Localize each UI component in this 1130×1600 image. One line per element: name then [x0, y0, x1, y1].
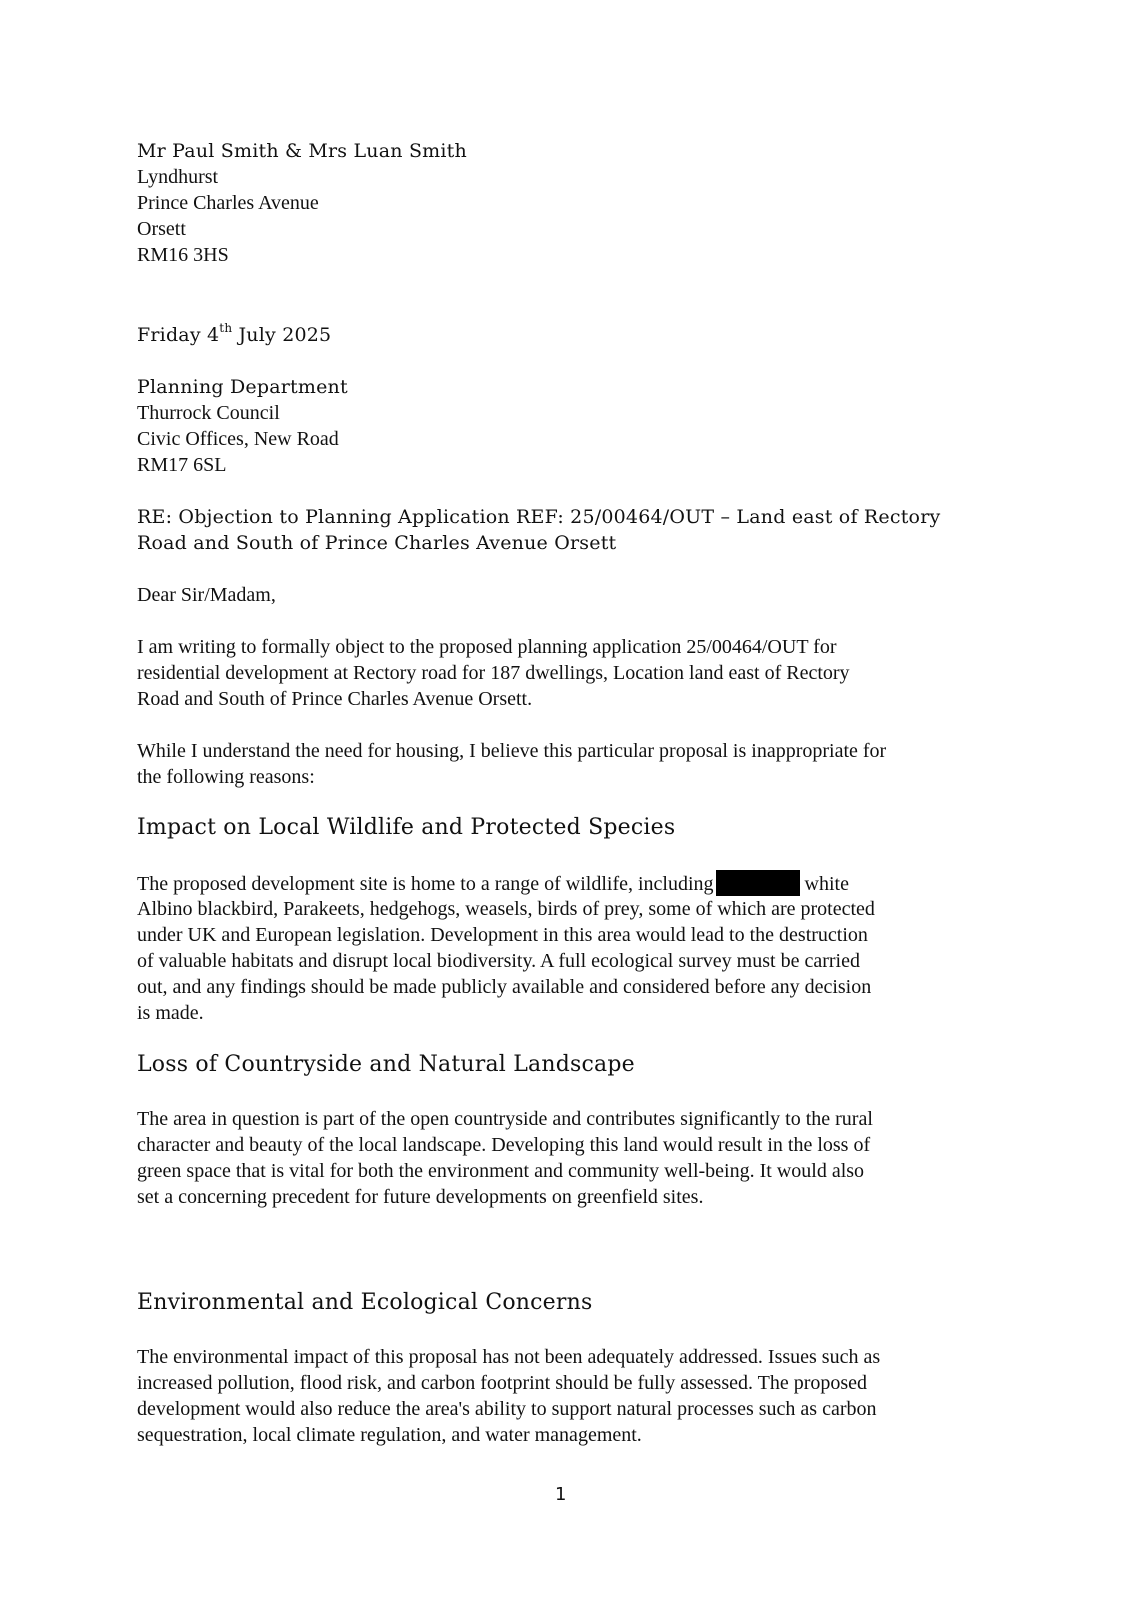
section-line: The environmental impact of this proposal has not been adequately addressed. Issues such as — [137, 1346, 881, 1368]
intro-line: Road and South of Prince Charles Avenue Orsett. — [137, 688, 533, 710]
section-line-start: The proposed development site is home to a range of wildlife, including — [137, 873, 714, 895]
intro-line: residential development at Rectory road for 187 dwellings, Location land east of Rectory — [137, 662, 850, 684]
date-day: Friday 4 — [137, 324, 220, 346]
recipient-address-line: Thurrock Council — [137, 402, 280, 424]
section-line: increased pollution, flood risk, and carbon footprint should be fully assessed. The proposed — [137, 1372, 868, 1394]
sender-address-line: Orsett — [137, 218, 186, 240]
section-heading: Environmental and Ecological Concerns — [137, 1290, 593, 1315]
redaction-block — [716, 870, 800, 896]
page-number: 1 — [555, 1484, 567, 1505]
sender-name: Mr Paul Smith & Mrs Luan Smith — [137, 140, 467, 162]
section-line: is made. — [137, 1002, 204, 1024]
section-line: development would also reduce the area's ability to support natural processes such as carbon — [137, 1398, 877, 1420]
salutation: Dear Sir/Madam, — [137, 584, 276, 606]
section-line-end: white — [799, 873, 849, 895]
section-line: green space that is vital for both the environment and community well-being. It would also — [137, 1160, 865, 1182]
sender-address-line: RM16 3HS — [137, 244, 229, 266]
intro-line: I am writing to formally object to the proposed planning application 25/00464/OUT for — [137, 636, 837, 658]
date-ordinal: th — [219, 320, 233, 335]
sender-address-line: Prince Charles Avenue — [137, 192, 319, 214]
section-line — [137, 870, 849, 897]
section-line: of valuable habitats and disrupt local biodiversity. A full ecological survey must be carried — [137, 950, 860, 972]
section-line: character and beauty of the local landscape. Developing this land would result in the loss of — [137, 1134, 871, 1156]
section-line: The area in question is part of the open countryside and contributes significantly to the rural — [137, 1108, 873, 1130]
section-line: under UK and European legislation. Development in this area would lead to the destruction — [137, 924, 868, 946]
sender-address-line: Lyndhurst — [137, 166, 219, 188]
subject-line: RE: Objection to Planning Application REF: 25/00464/OUT – Land east of Rectory — [137, 506, 941, 528]
recipient-address-line: RM17 6SL — [137, 454, 227, 476]
reasons-line: While I understand the need for housing, I believe this particular proposal is inappropriate for — [137, 740, 887, 762]
recipient-address-line: Planning Department — [137, 376, 348, 398]
section-heading: Impact on Local Wildlife and Protected Species — [137, 815, 676, 840]
reasons-line: the following reasons: — [137, 766, 315, 788]
section-line: sequestration, local climate regulation, and water management. — [137, 1424, 642, 1446]
date-rest: July 2025 — [232, 324, 332, 346]
section-line: Albino blackbird, Parakeets, hedgehogs, weasels, birds of prey, some of which are protected — [137, 898, 875, 920]
section-line: out, and any findings should be made publicly available and considered before any decision — [137, 976, 872, 998]
section-heading: Loss of Countryside and Natural Landscape — [137, 1052, 635, 1077]
section-line: set a concerning precedent for future developments on greenfield sites. — [137, 1186, 704, 1208]
recipient-address-line: Civic Offices, New Road — [137, 428, 339, 450]
letter-date — [137, 322, 331, 348]
subject-line: Road and South of Prince Charles Avenue Orsett — [137, 532, 617, 554]
